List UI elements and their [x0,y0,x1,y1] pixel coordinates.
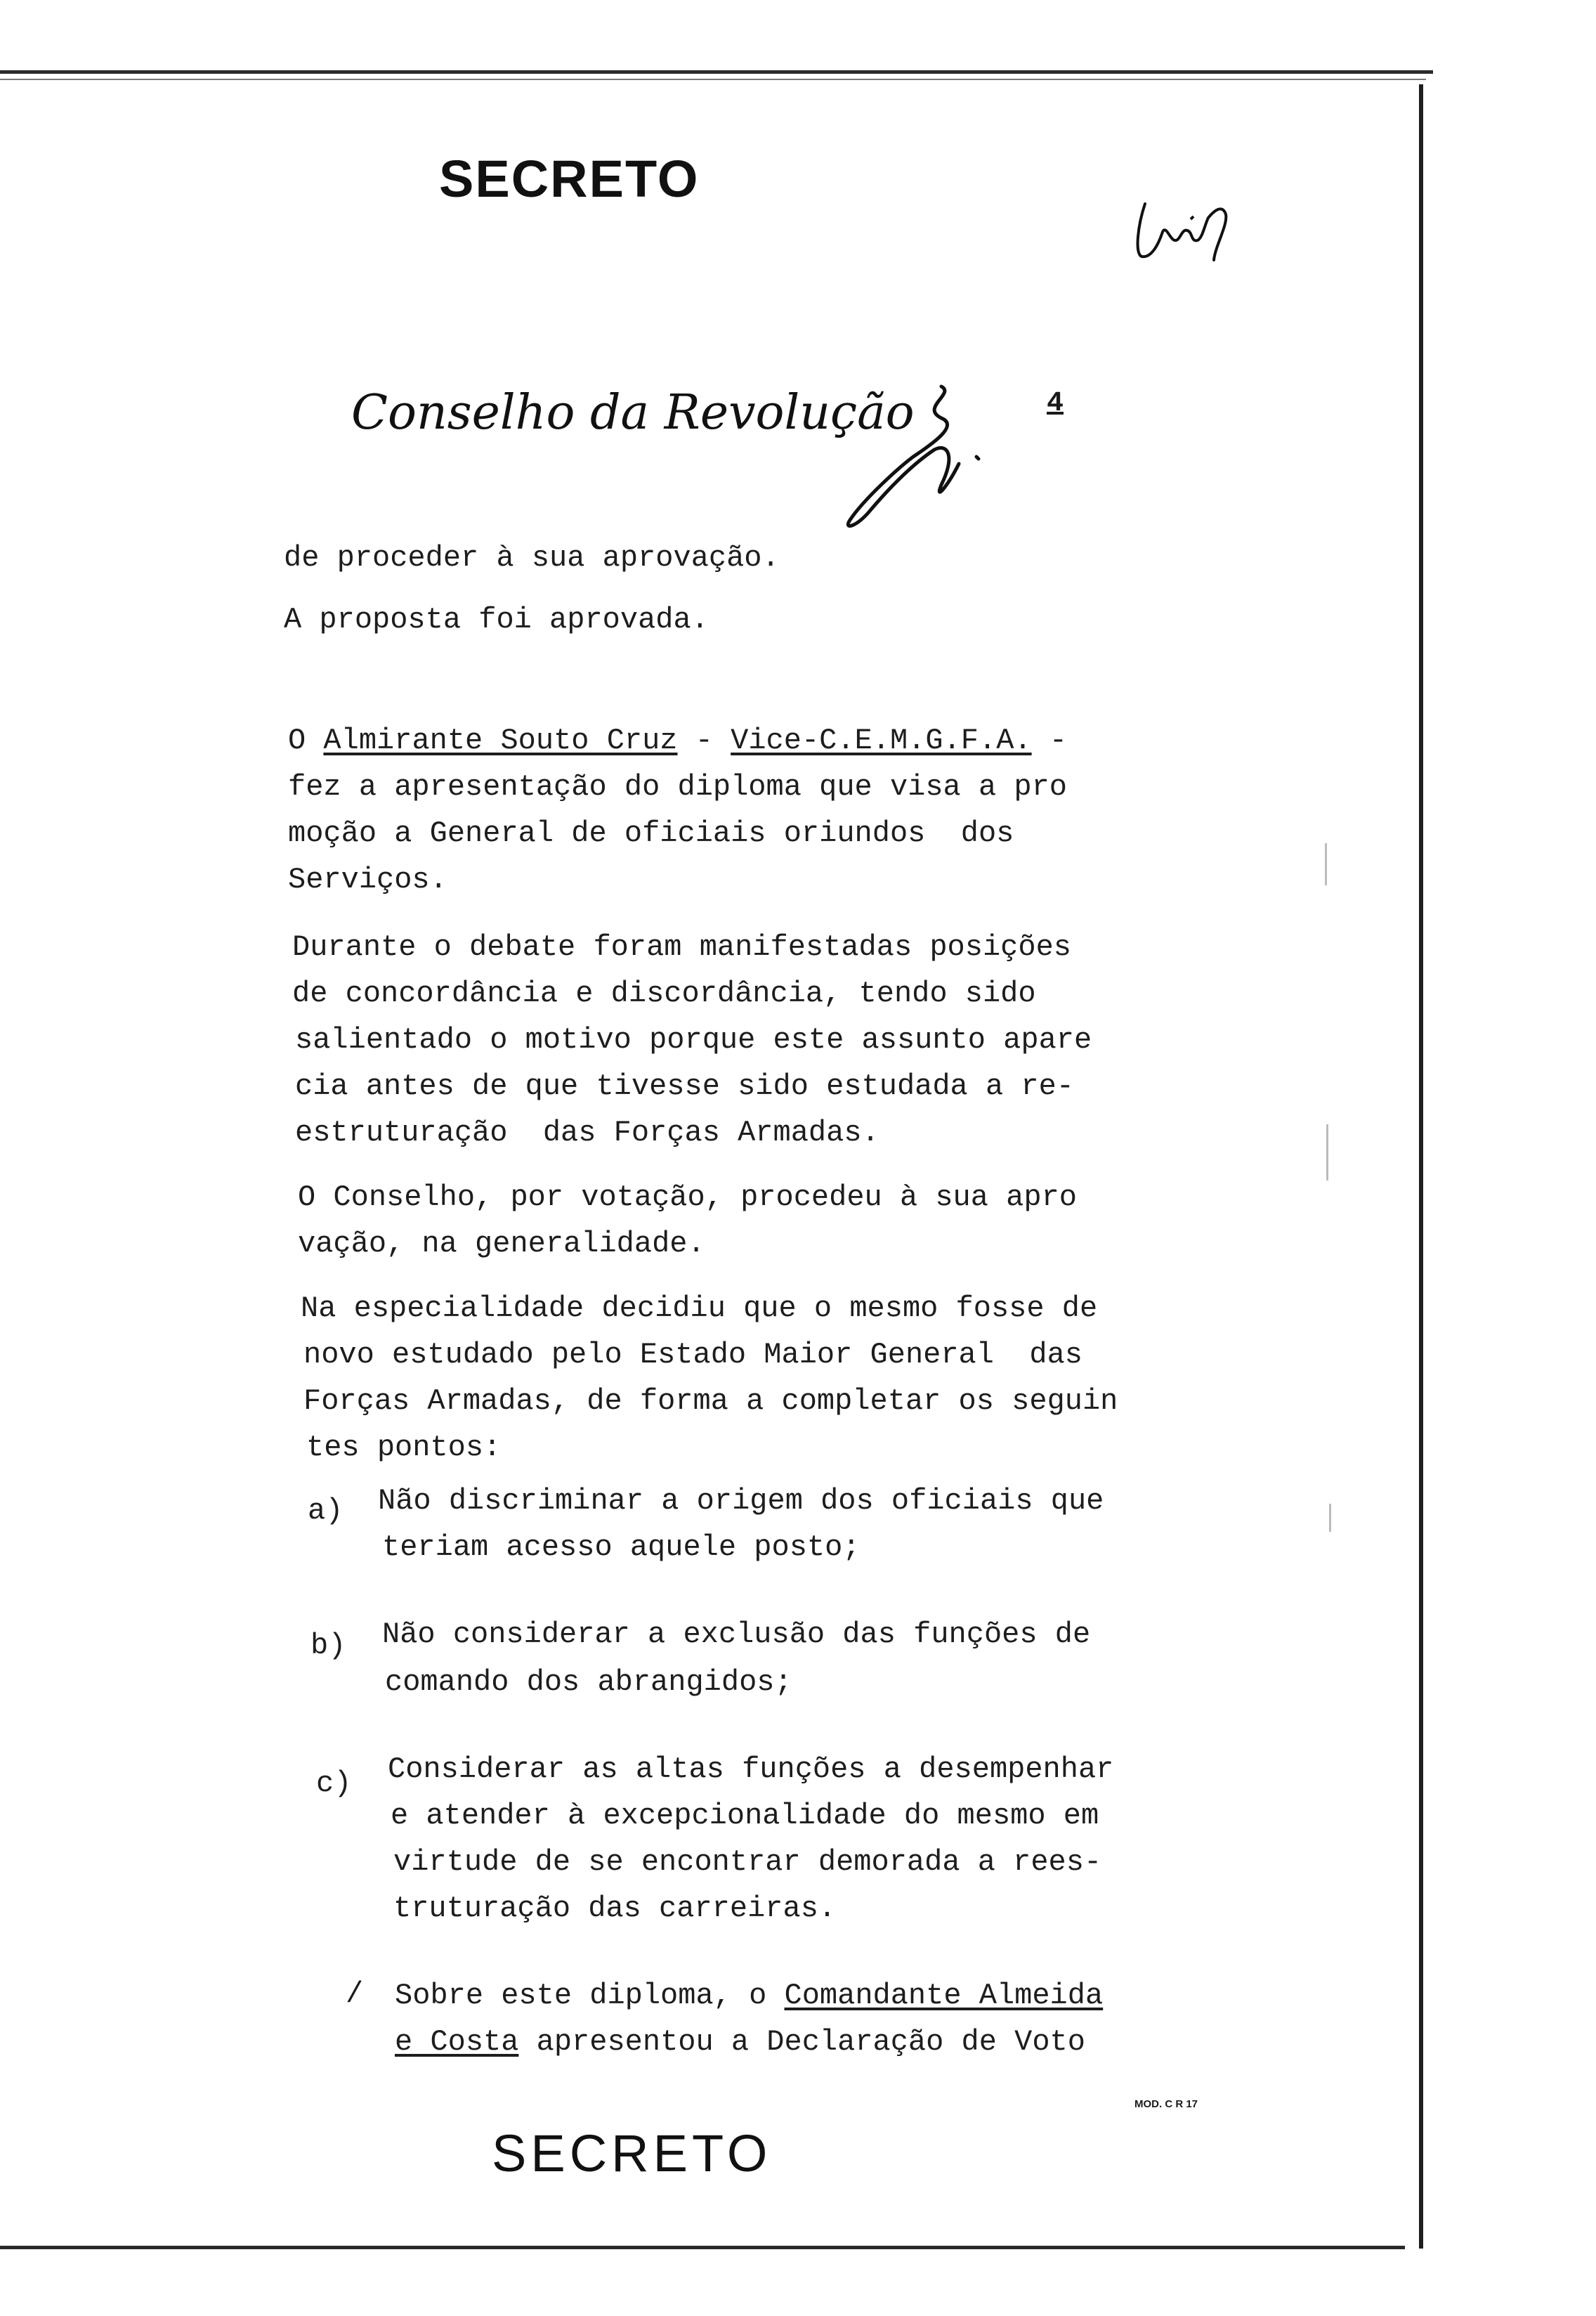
list-marker: b) [310,1629,346,1663]
handwritten-initials [1131,176,1243,274]
paragraph-line: Serviços. [288,863,447,897]
paragraph-line: estruturação das Forças Armadas. [295,1116,879,1150]
text-fragment: O [288,724,324,757]
list-item-line: teriam acesso aquele posto; [382,1530,861,1564]
scan-noise [1329,1504,1331,1532]
text-fragment: Sobre este diploma, o [395,1979,785,2012]
list-item-line: Considerar as altas funções a desempenhar [388,1752,1114,1786]
text-fragment: - [677,724,731,757]
handwritten-signature [836,379,1005,534]
paragraph-line: Na especialidade decidiu que o mesmo fosse de [301,1292,1098,1325]
page-bottom-edge [0,2246,1405,2249]
paragraph-line: O Conselho, por votação, procedeu à sua apro [298,1180,1077,1214]
list-marker: a) [308,1494,344,1528]
page-right-edge [1419,84,1423,2249]
body-line: de proceder à sua aprovação. [284,541,780,575]
page-top-edge-shadow [0,79,1426,80]
speaker-name: Comandante Almeida [784,1979,1104,2012]
list-marker: c) [316,1767,352,1800]
list-item-line: virtude de se encontrar demorada a rees- [393,1845,1102,1879]
classification-stamp-bottom: SECRETO [492,2124,772,2182]
text-fragment: apresentou a Declaração de Voto [518,2025,1085,2059]
page-top-edge [0,70,1433,74]
paragraph-line: de concordância e discordância, tendo sido [292,977,1036,1010]
letterhead-title: Conselho da Revolução [351,385,915,441]
paragraph-line [395,2022,1085,2062]
scan-noise [1326,1124,1328,1180]
paragraph-line: Durante o debate foram manifestadas posições [292,930,1071,964]
paragraph-line: tes pontos: [306,1431,502,1464]
paragraph-line: fez a apresentação do diploma que visa a pro [288,770,1067,804]
speaker-role: Vice-C.E.M.G.F.A. [731,724,1032,757]
text-fragment: - [1031,724,1068,757]
list-item-line: Não considerar a exclusão das funções de [382,1618,1091,1651]
paragraph-line: vação, na generalidade. [298,1227,705,1261]
paragraph-line: cia antes de que tivesse sido estudada a re- [295,1069,1074,1103]
list-item-line: truturação das carreiras. [393,1892,837,1925]
paragraph-line: novo estudado pelo Estado Maior General das [303,1338,1082,1372]
page-number: 4 [1047,388,1064,419]
form-code: MOD. C R 17 [1134,2098,1198,2110]
classification-stamp-top: SECRETO [439,150,700,208]
paragraph-line: Forças Armadas, de forma a completar os seguin [303,1384,1118,1418]
paragraph-line: salientado o motivo porque este assunto apare [295,1023,1092,1057]
paragraph-line [288,721,1067,760]
handwritten-tick-mark: / [346,1977,364,2011]
list-item-line: Não discriminar a origem dos oficiais que [378,1484,1104,1518]
speaker-name: e Costa [395,2025,519,2059]
body-line: A proposta foi aprovada. [284,603,709,637]
list-item-line: e atender à excepcionalidade do mesmo em [391,1799,1099,1833]
list-item-line: comando dos abrangidos; [385,1665,792,1699]
paragraph-line [395,1976,1103,2015]
speaker-name: Almirante Souto Cruz [323,724,678,757]
scan-noise [1325,843,1327,885]
paragraph-line: moção a General de oficiais oriundos dos [288,817,1014,850]
